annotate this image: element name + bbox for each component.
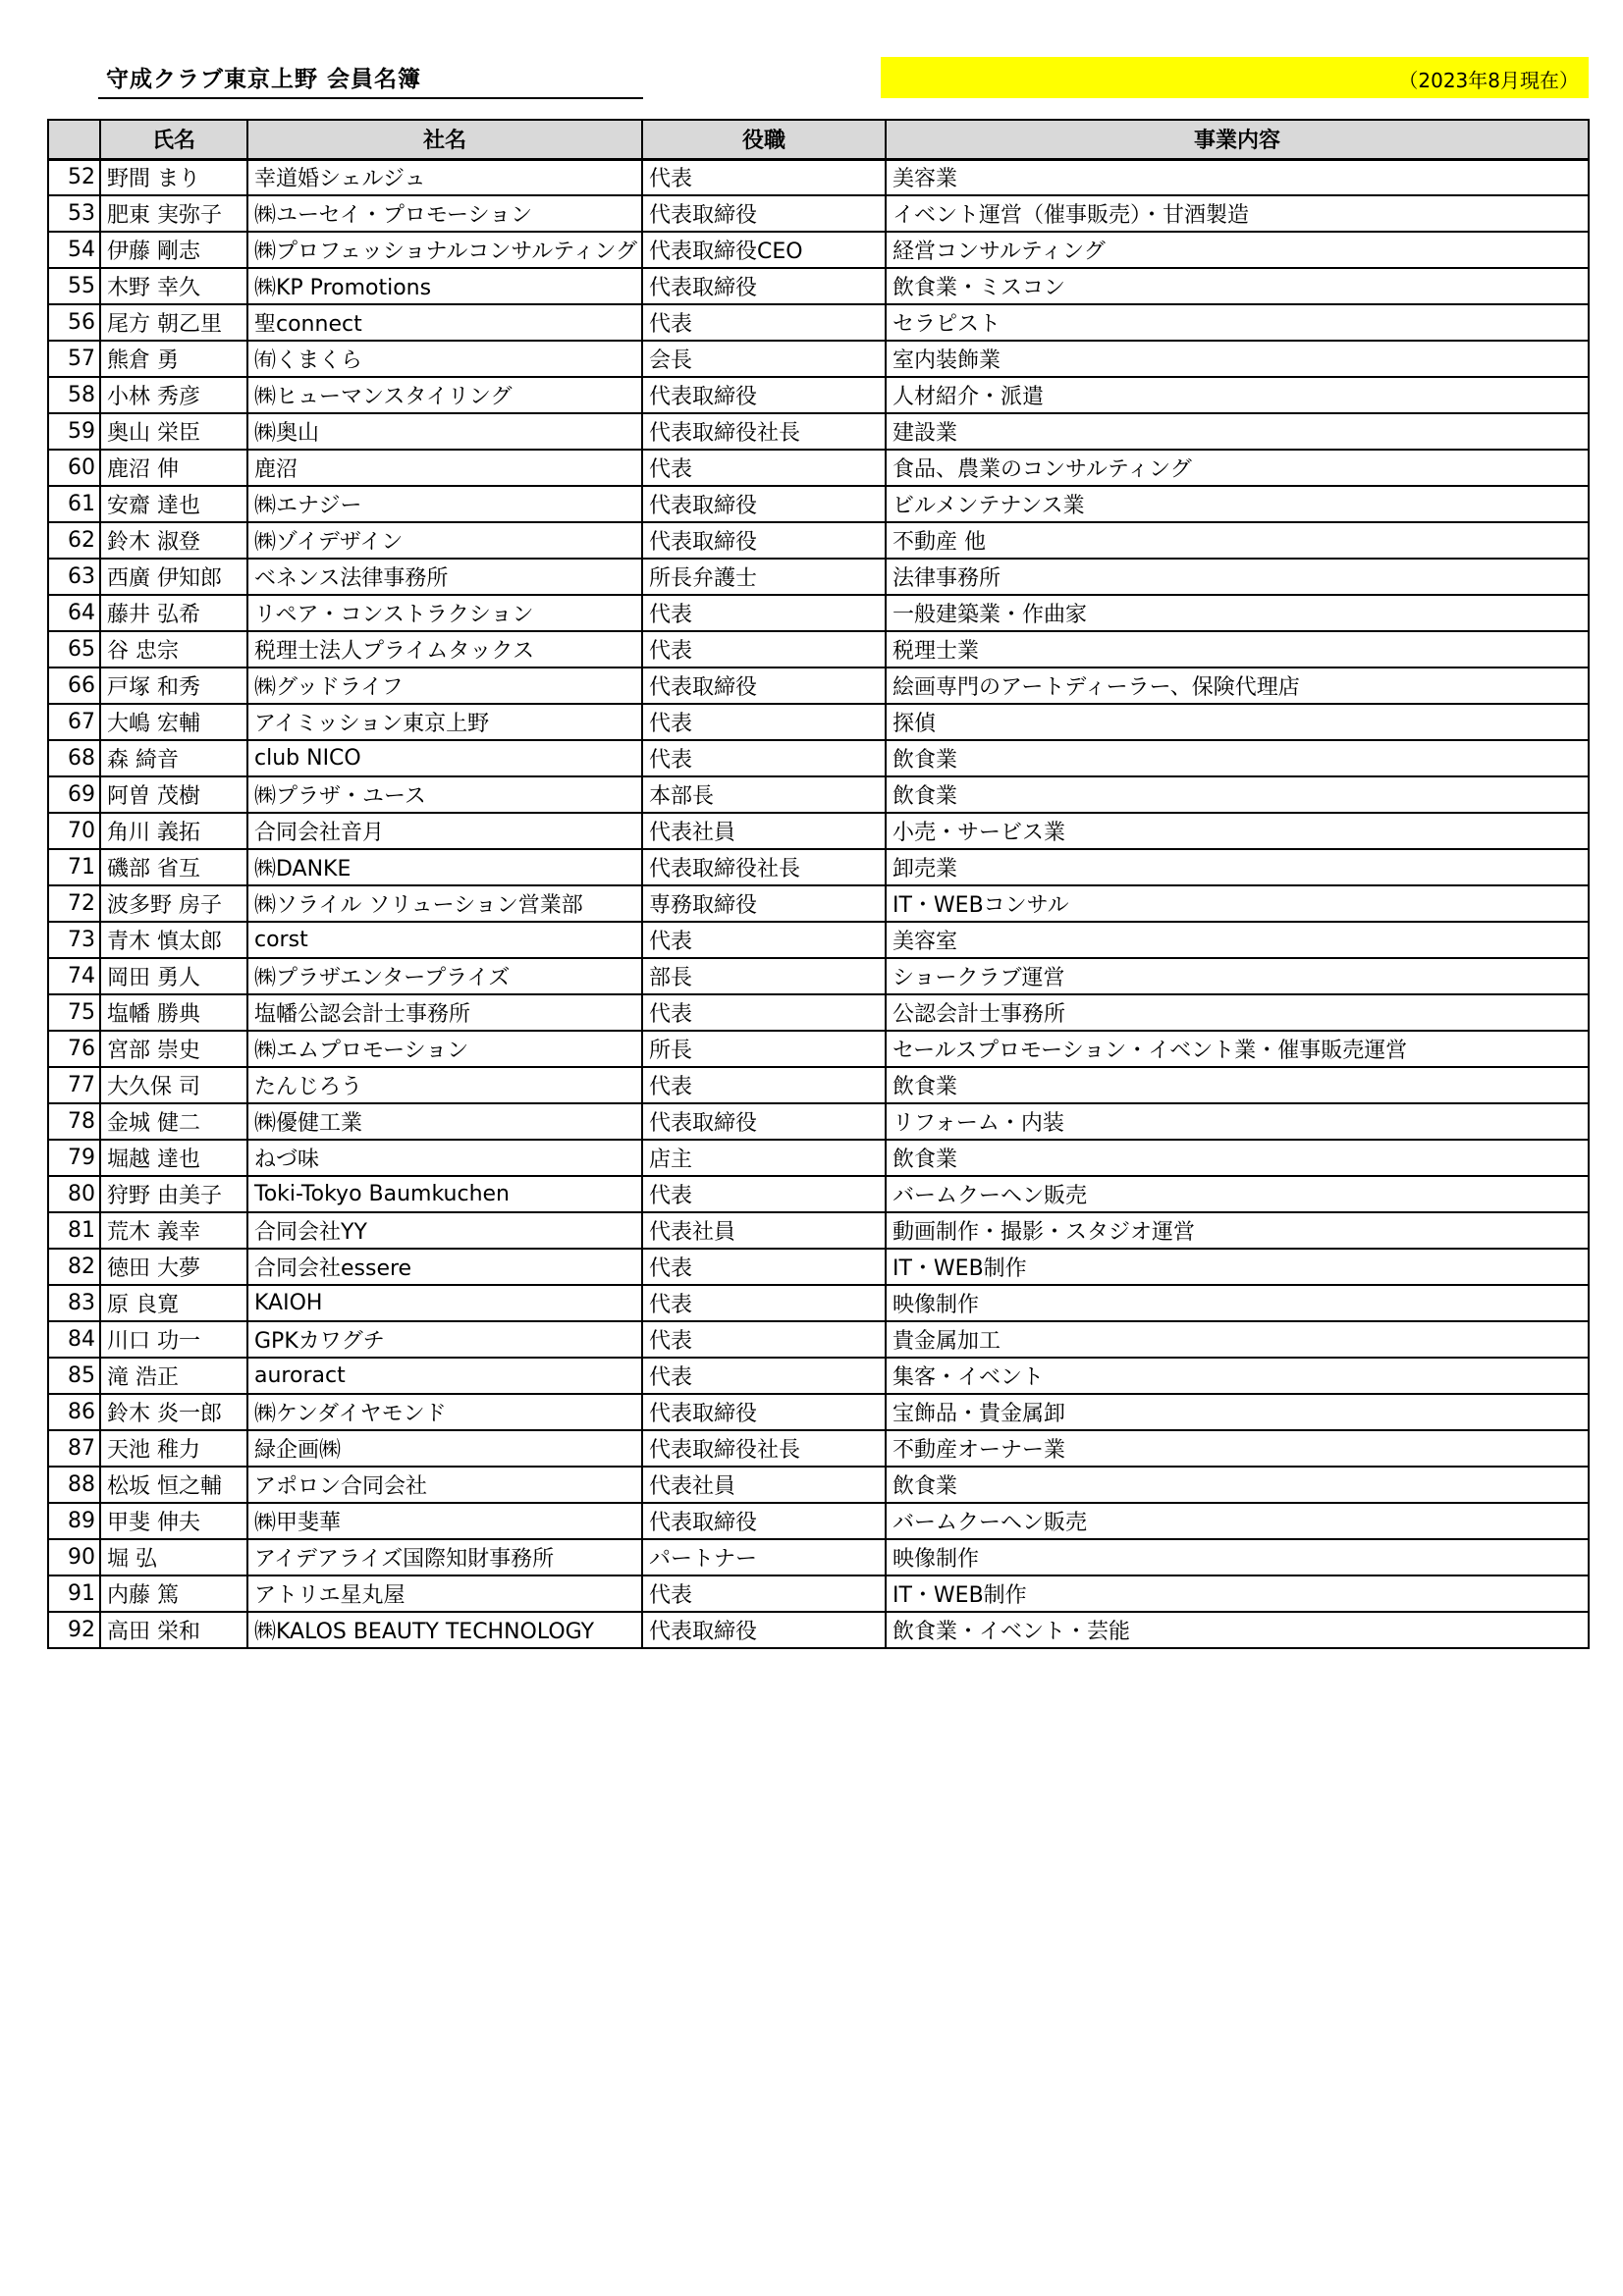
company-name: GPKカワグチ [247, 1321, 642, 1358]
member-number: 79 [48, 1140, 100, 1176]
member-number: 66 [48, 667, 100, 704]
member-number: 76 [48, 1031, 100, 1067]
member-name: 原 良寛 [100, 1285, 247, 1321]
member-name: 熊倉 勇 [100, 341, 247, 377]
member-name: 高田 栄和 [100, 1612, 247, 1648]
table-row [48, 1249, 1589, 1285]
company-name: corst [247, 922, 642, 958]
table-row [48, 922, 1589, 958]
business-description: 映像制作 [886, 1285, 1589, 1321]
table-row [48, 1103, 1589, 1140]
member-number: 57 [48, 341, 100, 377]
table-row [48, 994, 1589, 1031]
table-row [48, 849, 1589, 885]
member-number: 68 [48, 740, 100, 776]
member-number: 58 [48, 377, 100, 413]
member-name: 滝 浩正 [100, 1358, 247, 1394]
business-description: セラピスト [886, 304, 1589, 341]
member-number: 78 [48, 1103, 100, 1140]
position: 代表 [642, 1575, 886, 1612]
company-name: 塩幡公認会計士事務所 [247, 994, 642, 1031]
position: 代表 [642, 304, 886, 341]
table-row [48, 1503, 1589, 1539]
business-description: 美容室 [886, 922, 1589, 958]
company-name: ㈱優健工業 [247, 1103, 642, 1140]
member-name: 森 綺音 [100, 740, 247, 776]
business-description: 映像制作 [886, 1539, 1589, 1575]
table-row [48, 1031, 1589, 1067]
position: 代表取締役 [642, 195, 886, 232]
member-name: 松坂 恒之輔 [100, 1467, 247, 1503]
member-name: 荒木 義幸 [100, 1212, 247, 1249]
table-row [48, 1467, 1589, 1503]
position: 代表社員 [642, 1212, 886, 1249]
position: 専務取締役 [642, 885, 886, 922]
company-name: 緑企画㈱ [247, 1430, 642, 1467]
member-number: 90 [48, 1539, 100, 1575]
table-row [48, 1358, 1589, 1394]
position: 代表取締役 [642, 667, 886, 704]
date-banner [881, 57, 1589, 98]
member-number: 59 [48, 413, 100, 450]
member-name: 金城 健二 [100, 1103, 247, 1140]
position: 代表取締役 [642, 268, 886, 304]
member-name: 鈴木 淑登 [100, 522, 247, 559]
table-row [48, 1176, 1589, 1212]
table-row [48, 159, 1589, 195]
business-description: IT・WEB制作 [886, 1249, 1589, 1285]
business-description: 宝飾品・貴金属卸 [886, 1394, 1589, 1430]
member-number: 77 [48, 1067, 100, 1103]
company-name: アイミッション東京上野 [247, 704, 642, 740]
position: 所長 [642, 1031, 886, 1067]
member-number: 83 [48, 1285, 100, 1321]
business-description: 不動産 他 [886, 522, 1589, 559]
business-description: 動画制作・撮影・スタジオ運営 [886, 1212, 1589, 1249]
table-row [48, 377, 1589, 413]
member-number: 72 [48, 885, 100, 922]
business-description: バームクーヘン販売 [886, 1503, 1589, 1539]
company-name: ねづ味 [247, 1140, 642, 1176]
position: 代表取締役社長 [642, 849, 886, 885]
table-row [48, 776, 1589, 813]
company-name: 聖connect [247, 304, 642, 341]
business-description: リフォーム・内装 [886, 1103, 1589, 1140]
member-number: 62 [48, 522, 100, 559]
position: 代表 [642, 1358, 886, 1394]
table-row [48, 740, 1589, 776]
company-name: 合同会社YY [247, 1212, 642, 1249]
table-row [48, 1575, 1589, 1612]
company-name: たんじろう [247, 1067, 642, 1103]
position: 代表 [642, 922, 886, 958]
table-row [48, 667, 1589, 704]
member-number: 85 [48, 1358, 100, 1394]
position: 代表取締役 [642, 1503, 886, 1539]
business-description: 飲食業 [886, 1467, 1589, 1503]
business-description: 法律事務所 [886, 559, 1589, 595]
member-number: 92 [48, 1612, 100, 1648]
company-name: KAIOH [247, 1285, 642, 1321]
member-number: 70 [48, 813, 100, 849]
business-description: セールスプロモーション・イベント業・催事販売運営 [886, 1031, 1589, 1067]
member-name: 塩幡 勝典 [100, 994, 247, 1031]
member-name: 宮部 崇史 [100, 1031, 247, 1067]
member-number: 88 [48, 1467, 100, 1503]
position: 代表取締役 [642, 1612, 886, 1648]
company-name: アトリエ星丸屋 [247, 1575, 642, 1612]
member-number: 91 [48, 1575, 100, 1612]
table-row [48, 1140, 1589, 1176]
business-description: 飲食業 [886, 776, 1589, 813]
position: 代表取締役 [642, 1394, 886, 1430]
business-description: 飲食業・イベント・芸能 [886, 1612, 1589, 1648]
member-name: 奥山 栄臣 [100, 413, 247, 450]
company-name: ㈱プラザエンタープライズ [247, 958, 642, 994]
table-row [48, 631, 1589, 667]
table-row [48, 595, 1589, 631]
member-number: 82 [48, 1249, 100, 1285]
member-number: 61 [48, 486, 100, 522]
business-description: バームクーヘン販売 [886, 1176, 1589, 1212]
position: 代表社員 [642, 813, 886, 849]
business-description: 経営コンサルティング [886, 232, 1589, 268]
page-title: 守成クラブ東京上野 会員名簿 [106, 67, 422, 92]
company-name: 合同会社essere [247, 1249, 642, 1285]
business-description: 小売・サービス業 [886, 813, 1589, 849]
position: 所長弁護士 [642, 559, 886, 595]
member-name: 角川 義拓 [100, 813, 247, 849]
member-number: 52 [48, 159, 100, 195]
table-row [48, 1067, 1589, 1103]
business-description: 探偵 [886, 704, 1589, 740]
table-row [48, 1321, 1589, 1358]
member-name: 野間 まり [100, 159, 247, 195]
member-name: 西廣 伊知郎 [100, 559, 247, 595]
company-name: ㈱エナジー [247, 486, 642, 522]
business-description: 一般建築業・作曲家 [886, 595, 1589, 631]
position: 部長 [642, 958, 886, 994]
company-name: リペア・コンストラクション [247, 595, 642, 631]
member-name: 木野 幸久 [100, 268, 247, 304]
company-name: ㈲くまくら [247, 341, 642, 377]
company-name: 幸道婚シェルジュ [247, 159, 642, 195]
member-name: 谷 忠宗 [100, 631, 247, 667]
table-row [48, 413, 1589, 450]
position: 代表取締役社長 [642, 1430, 886, 1467]
business-description: 食品、農業のコンサルティング [886, 450, 1589, 486]
member-number: 65 [48, 631, 100, 667]
header-business: 事業内容 [886, 120, 1589, 159]
position: 代表 [642, 1249, 886, 1285]
business-description: 室内装飾業 [886, 341, 1589, 377]
position: 代表取締役 [642, 1103, 886, 1140]
member-name: 肥東 実弥子 [100, 195, 247, 232]
company-name: ㈱プラザ・ユース [247, 776, 642, 813]
member-number: 64 [48, 595, 100, 631]
header-number [48, 120, 100, 159]
member-roster-table [47, 119, 1590, 1649]
member-number: 84 [48, 1321, 100, 1358]
company-name: ㈱ゾイデザイン [247, 522, 642, 559]
member-name: 川口 功一 [100, 1321, 247, 1358]
position: 本部長 [642, 776, 886, 813]
company-name: ㈱KALOS BEAUTY TECHNOLOGY [247, 1612, 642, 1648]
member-name: 鹿沼 伸 [100, 450, 247, 486]
member-name: 岡田 勇人 [100, 958, 247, 994]
member-number: 87 [48, 1430, 100, 1467]
table-row [48, 268, 1589, 304]
member-name: 狩野 由美子 [100, 1176, 247, 1212]
member-number: 54 [48, 232, 100, 268]
position: 代表 [642, 595, 886, 631]
position: 代表 [642, 1176, 886, 1212]
member-name: 内藤 篤 [100, 1575, 247, 1612]
company-name: ㈱グッドライフ [247, 667, 642, 704]
member-name: 天池 稚力 [100, 1430, 247, 1467]
member-number: 81 [48, 1212, 100, 1249]
table-row [48, 885, 1589, 922]
position: 代表 [642, 159, 886, 195]
company-name: ㈱エムプロモーション [247, 1031, 642, 1067]
company-name: 鹿沼 [247, 450, 642, 486]
member-number: 75 [48, 994, 100, 1031]
position: 会長 [642, 341, 886, 377]
business-description: イベント運営（催事販売）・甘酒製造 [886, 195, 1589, 232]
position: 店主 [642, 1140, 886, 1176]
company-name: auroract [247, 1358, 642, 1394]
member-number: 55 [48, 268, 100, 304]
company-name: ベネンス法律事務所 [247, 559, 642, 595]
member-name: 大嶋 宏輔 [100, 704, 247, 740]
table-row [48, 813, 1589, 849]
header-company: 社名 [247, 120, 642, 159]
table-row [48, 304, 1589, 341]
business-description: 飲食業 [886, 740, 1589, 776]
member-name: 伊藤 剛志 [100, 232, 247, 268]
position: 代表 [642, 704, 886, 740]
title-underline [98, 97, 643, 99]
member-name: 甲斐 伸夫 [100, 1503, 247, 1539]
position: 代表 [642, 1285, 886, 1321]
company-name: Toki-Tokyo Baumkuchen [247, 1176, 642, 1212]
business-description: 建設業 [886, 413, 1589, 450]
company-name: 税理士法人プライムタックス [247, 631, 642, 667]
business-description: IT・WEB制作 [886, 1575, 1589, 1612]
member-number: 80 [48, 1176, 100, 1212]
company-name: ㈱甲斐華 [247, 1503, 642, 1539]
business-description: 飲食業 [886, 1140, 1589, 1176]
date-note: （2023年8月現在） [1398, 69, 1579, 92]
member-name: 戸塚 和秀 [100, 667, 247, 704]
table-row [48, 1539, 1589, 1575]
member-number: 56 [48, 304, 100, 341]
member-name: 大久保 司 [100, 1067, 247, 1103]
table-row [48, 522, 1589, 559]
member-number: 86 [48, 1394, 100, 1430]
member-name: 安齋 達也 [100, 486, 247, 522]
member-name: 磯部 省互 [100, 849, 247, 885]
table-row [48, 559, 1589, 595]
business-description: IT・WEBコンサル [886, 885, 1589, 922]
business-description: ビルメンテナンス業 [886, 486, 1589, 522]
header-position: 役職 [642, 120, 886, 159]
member-name: 尾方 朝乙里 [100, 304, 247, 341]
member-name: 阿曽 茂樹 [100, 776, 247, 813]
roster-body [48, 159, 1589, 1648]
table-row [48, 704, 1589, 740]
position: 代表 [642, 740, 886, 776]
member-name: 堀 弘 [100, 1539, 247, 1575]
company-name: アイデアライズ国際知財事務所 [247, 1539, 642, 1575]
member-number: 89 [48, 1503, 100, 1539]
business-description: 美容業 [886, 159, 1589, 195]
company-name: ㈱ケンダイヤモンド [247, 1394, 642, 1430]
table-row [48, 341, 1589, 377]
position: パートナー [642, 1539, 886, 1575]
company-name: club NICO [247, 740, 642, 776]
member-number: 73 [48, 922, 100, 958]
table-row [48, 486, 1589, 522]
company-name: アポロン合同会社 [247, 1467, 642, 1503]
position: 代表取締役 [642, 486, 886, 522]
business-description: 卸売業 [886, 849, 1589, 885]
member-name: 徳田 大夢 [100, 1249, 247, 1285]
business-description: 人材紹介・派遣 [886, 377, 1589, 413]
position: 代表 [642, 450, 886, 486]
header-name: 氏名 [100, 120, 247, 159]
company-name: ㈱プロフェッショナルコンサルティング [247, 232, 642, 268]
position: 代表 [642, 994, 886, 1031]
company-name: ㈱ヒューマンスタイリング [247, 377, 642, 413]
table-row [48, 1612, 1589, 1648]
member-number: 63 [48, 559, 100, 595]
business-description: 飲食業・ミスコン [886, 268, 1589, 304]
position: 代表 [642, 1067, 886, 1103]
business-description: 税理士業 [886, 631, 1589, 667]
table-row [48, 958, 1589, 994]
position: 代表取締役CEO [642, 232, 886, 268]
member-name: 藤井 弘希 [100, 595, 247, 631]
table-row [48, 1430, 1589, 1467]
member-number: 71 [48, 849, 100, 885]
table-row [48, 1394, 1589, 1430]
table-row [48, 195, 1589, 232]
member-name: 波多野 房子 [100, 885, 247, 922]
member-number: 60 [48, 450, 100, 486]
member-number: 67 [48, 704, 100, 740]
member-number: 53 [48, 195, 100, 232]
business-description: 飲食業 [886, 1067, 1589, 1103]
business-description: 集客・イベント [886, 1358, 1589, 1394]
business-description: 貴金属加工 [886, 1321, 1589, 1358]
company-name: 合同会社音月 [247, 813, 642, 849]
company-name: ㈱ソライル ソリューション営業部 [247, 885, 642, 922]
table-row [48, 232, 1589, 268]
header-row [48, 120, 1589, 159]
company-name: ㈱DANKE [247, 849, 642, 885]
position: 代表 [642, 631, 886, 667]
member-number: 74 [48, 958, 100, 994]
member-number: 69 [48, 776, 100, 813]
company-name: ㈱KP Promotions [247, 268, 642, 304]
position: 代表 [642, 1321, 886, 1358]
position: 代表社員 [642, 1467, 886, 1503]
member-name: 鈴木 炎一郎 [100, 1394, 247, 1430]
business-description: 不動産オーナー業 [886, 1430, 1589, 1467]
member-name: 小林 秀彦 [100, 377, 247, 413]
position: 代表取締役 [642, 522, 886, 559]
company-name: ㈱ユーセイ・プロモーション [247, 195, 642, 232]
business-description: ショークラブ運営 [886, 958, 1589, 994]
member-name: 青木 慎太郎 [100, 922, 247, 958]
table-row [48, 450, 1589, 486]
company-name: ㈱奥山 [247, 413, 642, 450]
member-name: 堀越 達也 [100, 1140, 247, 1176]
table-row [48, 1285, 1589, 1321]
position: 代表取締役社長 [642, 413, 886, 450]
business-description: 絵画専門のアートディーラー、保険代理店 [886, 667, 1589, 704]
business-description: 公認会計士事務所 [886, 994, 1589, 1031]
position: 代表取締役 [642, 377, 886, 413]
table-row [48, 1212, 1589, 1249]
